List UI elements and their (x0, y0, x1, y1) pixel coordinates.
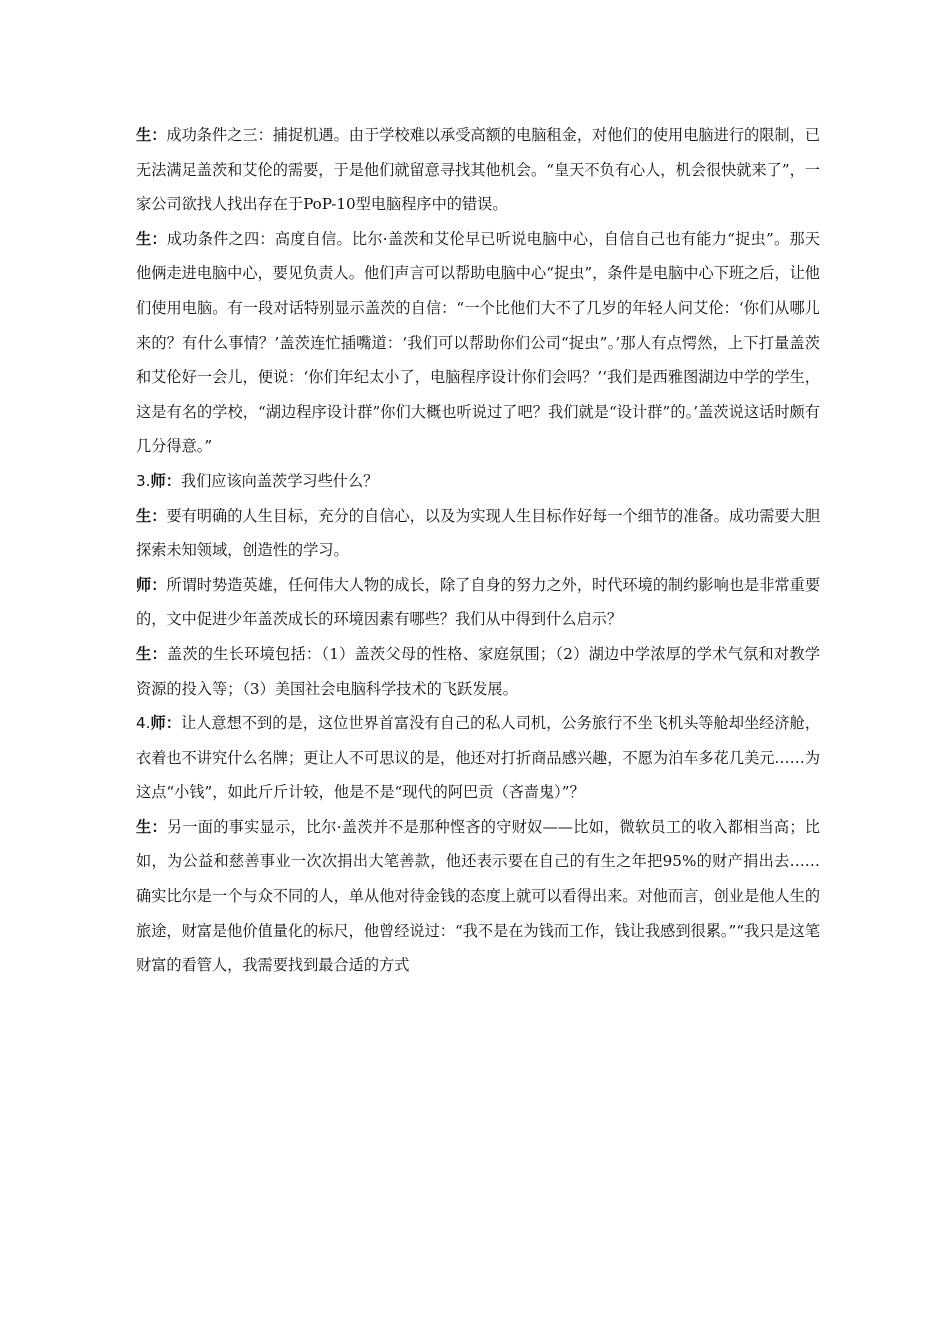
question-number: 3. (136, 471, 151, 490)
speaker-label: 师： (136, 575, 167, 594)
dialogue-paragraph-2 (136, 222, 820, 464)
paragraph-text: 盖茨的生长环境包括：（1）盖茨父母的性格、家庭氛围；（2）湖边中学浓厚的学术气氛和对教学资源的投入等；（3）美国社会电脑科学技术的飞跃发展。 (136, 644, 821, 698)
speaker-label: 生： (136, 229, 167, 248)
dialogue-paragraph-8 (136, 810, 820, 983)
question-number: 4. (136, 714, 151, 733)
paragraph-text: 成功条件之三：捕捉机遇。由于学校难以承受高额的电脑租金，对他们的使用电脑进行的限制，已无法满足盖茨和艾伦的需要，于是他们就留意寻找其他机会。“皇天不负有心人，机会很快就来了”，一家公司欲找人找出存在于PoP-10型电脑程序中的错误。 (136, 126, 821, 214)
dialogue-paragraph-4 (136, 499, 820, 568)
paragraph-text: 我们应该向盖茨学习些什么？ (180, 471, 379, 490)
dialogue-paragraph-6 (136, 637, 820, 706)
dialogue-paragraph-1 (136, 118, 820, 222)
speaker-label: 师： (150, 714, 181, 733)
speaker-label: 生： (136, 817, 167, 836)
speaker-label: 师： (150, 471, 181, 490)
document-page (136, 118, 820, 983)
dialogue-paragraph-7 (136, 706, 820, 810)
paragraph-text: 成功条件之四：高度自信。比尔·盖茨和艾伦早已听说电脑中心，自信自己也有能力“捉虫”。那天他俩走进电脑中心，要见负责人。他们声言可以帮助电脑中心“捉虫”，条件是电脑中心下班之后，让他们使用电脑。有一段对话特别显示盖茨的自信：“一个比他们大不了几岁的年轻人问艾伦：‘你们从哪儿来的？有什么事情？’盖茨连忙插嘴道：‘我们可以帮助你们公司“捉虫”。’那人有点愕然，上下打量盖茨和艾伦好一会儿，便说：‘你们年纪太小了，电脑程序设计你们会吗？’‘我们是西雅图湖边中学的学生，这是有名的学校，“湖边程序设计群”你们大概也听说过了吧？我们就是“设计群”的。’盖茨说这话时颇有几分得意。” (136, 229, 821, 456)
dialogue-paragraph-3 (136, 464, 820, 499)
speaker-label: 生： (136, 506, 167, 525)
paragraph-text: 要有明确的人生目标，充分的自信心，以及为实现人生目标作好每一个细节的准备。成功需要大胆探索未知领域，创造性的学习。 (136, 506, 821, 560)
paragraph-text: 让人意想不到的是，这位世界首富没有自己的私人司机，公务旅行不坐飞机头等舱却坐经济舱，衣着也不讲究什么名牌；更让人不可思议的是，他还对打折商品感兴趣，不愿为泊车多花几美元……为这点“小钱”，如此斤斤计较，他是不是“现代的阿巴贡（吝啬鬼）”？ (136, 714, 821, 802)
speaker-label: 生： (136, 644, 167, 663)
paragraph-text: 另一面的事实显示，比尔·盖茨并不是那种悭吝的守财奴——比如，微软员工的收入都相当高；比如，为公益和慈善事业一次次捐出大笔善款，他还表示要在自己的有生之年把95%的财产捐出去……确实比尔是一个与众不同的人，单从他对待金钱的态度上就可以看得出来。对他而言，创业是他人生的旅途，财富是他价值量化的标尺，他曾经说过：“我不是在为钱而工作，钱让我感到很累。”“我只是这笔财富的看管人，我需要找到最合适的方式 (136, 817, 821, 975)
speaker-label: 生： (136, 126, 167, 144)
dialogue-paragraph-5 (136, 568, 820, 637)
paragraph-text: 所谓时势造英雄，任何伟大人物的成长，除了自身的努力之外，时代环境的制约影响也是非常重要的，文中促进少年盖茨成长的环境因素有哪些？我们从中得到什么启示？ (136, 575, 821, 629)
